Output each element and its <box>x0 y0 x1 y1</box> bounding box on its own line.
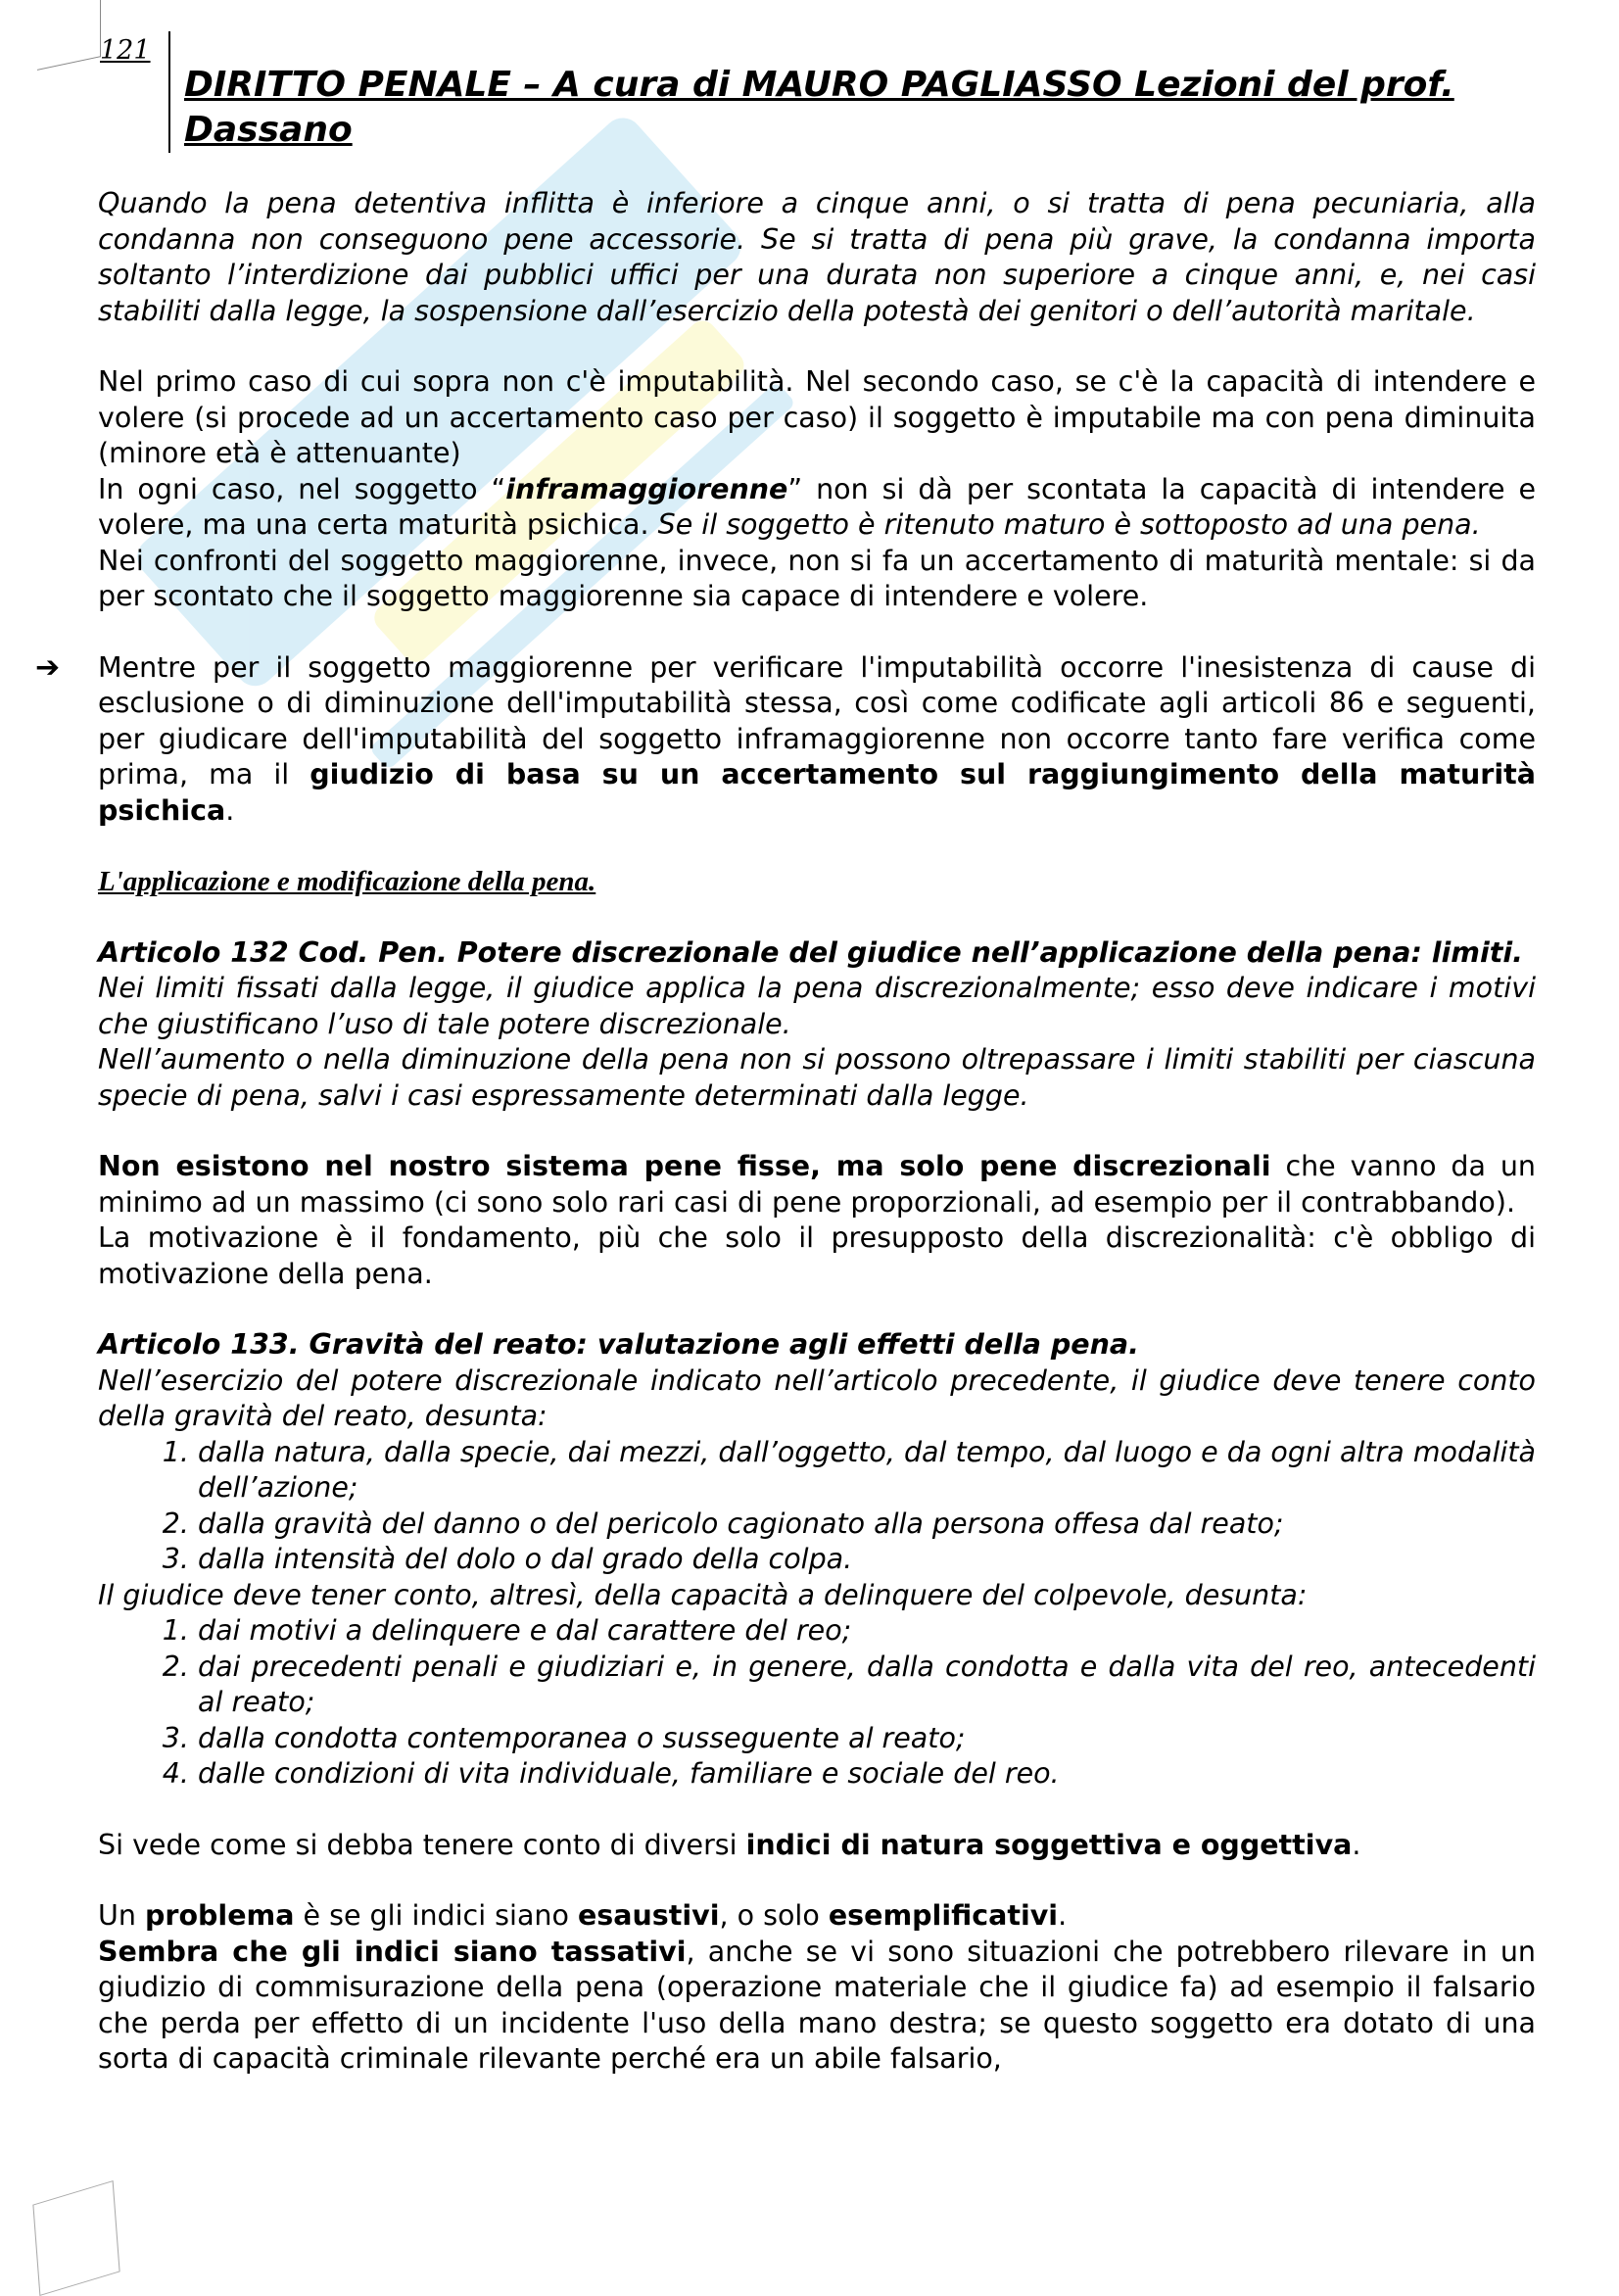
list-item: 2. dalla gravità del danno o del pericolo cagionato alla persona offesa dal reato; <box>198 1507 1536 1543</box>
article-133-title: Articolo 133. Gravità del reato: valutazione agli effetti della pena. <box>98 1328 1139 1361</box>
paragraph-imputability: Nel primo caso di cui sopra non c'è imputabilità. Nel secondo caso, se c'è la capacità di intendere e volere (si procede ad un accertamento caso per caso) il soggetto è imputabile ma con pena diminuita (minore età è attenuante) <box>98 365 1536 469</box>
document-body <box>35 186 1536 2078</box>
article-132-title: Articolo 132 Cod. Pen. Potere discrezionale del giudice nell’applicazione della pena: limiti. <box>98 935 1523 969</box>
list-item: 4. dalle condizioni di vita individuale, familiare e sociale del reo. <box>198 1756 1536 1793</box>
section-title: L'applicazione e modificazione della pena. <box>98 866 596 897</box>
list-item: 1. dalla natura, dalla specie, dai mezzi, dall’oggetto, dal tempo, dal luogo e da ogni altra modalità dell’azione; <box>198 1435 1536 1507</box>
page-corner-mark <box>37 0 101 71</box>
list-item: 3. dalla condotta contemporanea o susseguente al reato; <box>198 1721 1536 1757</box>
list-item: 2. dai precedenti penali e giudiziari e, in genere, dalla condotta e dalla vita del reo, antecedenti al reato; <box>198 1650 1536 1721</box>
arrow-right-icon: ➔ <box>35 649 61 685</box>
header-divider <box>168 31 170 153</box>
paragraph-maggiorenne: Nei confronti del soggetto maggiorenne, invece, non si fa un accertamento di maturità mentale: si da per scontato che il soggetto maggiorenne sia capace di intendere e volere. <box>98 544 1536 612</box>
paragraph-inframaggiorenne: In ogni caso, nel soggetto “inframaggiorenne” non si dà per scontata la capacità di intendere e volere, ma una certa maturità psichica. Se il soggetto è ritenuto maturo è sottoposto ad una pena. <box>98 472 1536 541</box>
document-header-title: DIRITTO PENALE – A cura di MAURO PAGLIASSO Lezioni del prof. Dassano <box>184 65 1454 150</box>
list-item: 1. dai motivi a delinquere e dal carattere del reo; <box>198 1613 1536 1650</box>
article-133-list-capacity <box>98 1613 1536 1793</box>
article-132-paragraph-1: Nei limiti fissati dalla legge, il giudice applica la pena discrezionalmente; esso deve indicare i motivi che giustificano l’uso di tale potere discrezionale. <box>98 972 1536 1040</box>
paragraph-indices: Si vede come si debba tenere conto di diversi indici di natura soggettiva e oggettiva. <box>98 1828 1361 1861</box>
paragraph-motivation: La motivazione è il fondamento, più che solo il presupposto della discrezionalità: c'è obbligo di motivazione della pena. <box>98 1221 1536 1290</box>
paragraph-discretionary-penalties: Non esistono nel nostro sistema pene fisse, ma solo pene discrezionali che vanno da un minimo ad un massimo (ci sono solo rari casi di pene proporzionali, ad esempio per il contrabbando). <box>98 1150 1536 1219</box>
article-132-paragraph-2: Nell’aumento o nella diminuzione della pena non si possono oltrepassare i limiti stabiliti per ciascuna specie di pena, salvi i casi espressamente determinati dalla legge. <box>98 1043 1536 1112</box>
paragraph-tassativi: Sembra che gli indici siano tassativi, anche se vi sono situazioni che potrebbero rilevare in un giudizio di commisurazione della pena (operazione materiale che il giudice fa) ad esempio il falsario che perda per effetto di un incidente l'uso della mano destra; se questo soggetto era dotato di una sorta di capacità criminale rilevante perché era un abile falsario, <box>98 1935 1536 2075</box>
page-number: 121 <box>100 35 151 66</box>
article-133-intro-2: Il giudice deve tener conto, altresì, della capacità a delinquere del colpevole, desunta: <box>98 1578 1308 1611</box>
list-item: 3. dalla intensità del dolo o dal grado della colpa. <box>198 1542 1536 1578</box>
paragraph-problem: Un problema è se gli indici siano esaustivi, o solo esemplificativi. <box>98 1899 1068 1932</box>
paragraph-accessory-penalties: Quando la pena detentiva inflitta è inferiore a cinque anni, o si tratta di pena pecuniaria, alla condanna non conseguono pene accessorie. Se si tratta di pena più grave, la condanna importa soltanto l’interdizione dai pubblici uffici per una durata non superiore a cinque anni, e, nei casi stabiliti dalla legge, la sospensione dall’esercizio della potestà dei genitori o dell’autorità maritale. <box>98 187 1536 327</box>
arrow-bullet-item: ➔ Mentre per il soggetto maggiorenne per verificare l'imputabilità occorre l'inesistenza di cause di esclusione o di diminuzione dell'imputabilità stessa, così come codificate agli articoli 86 e seguenti, per giudicare dell'imputabilità del soggetto inframaggiorenne non occorre tanto fare verifica come prima, ma il giudizio di basa su un accertamento sul raggiungimento della maturità psichica. <box>35 649 1536 827</box>
page-corner-mark-bottom <box>32 2180 119 2296</box>
term-inframaggiorenne: inframaggiorenne <box>505 472 788 505</box>
article-133-list-gravity <box>98 1435 1536 1578</box>
article-133-intro: Nell’esercizio del potere discrezionale indicato nell’articolo precedente, il giudice deve tenere conto della gravità del reato, desunta: <box>98 1363 1536 1432</box>
